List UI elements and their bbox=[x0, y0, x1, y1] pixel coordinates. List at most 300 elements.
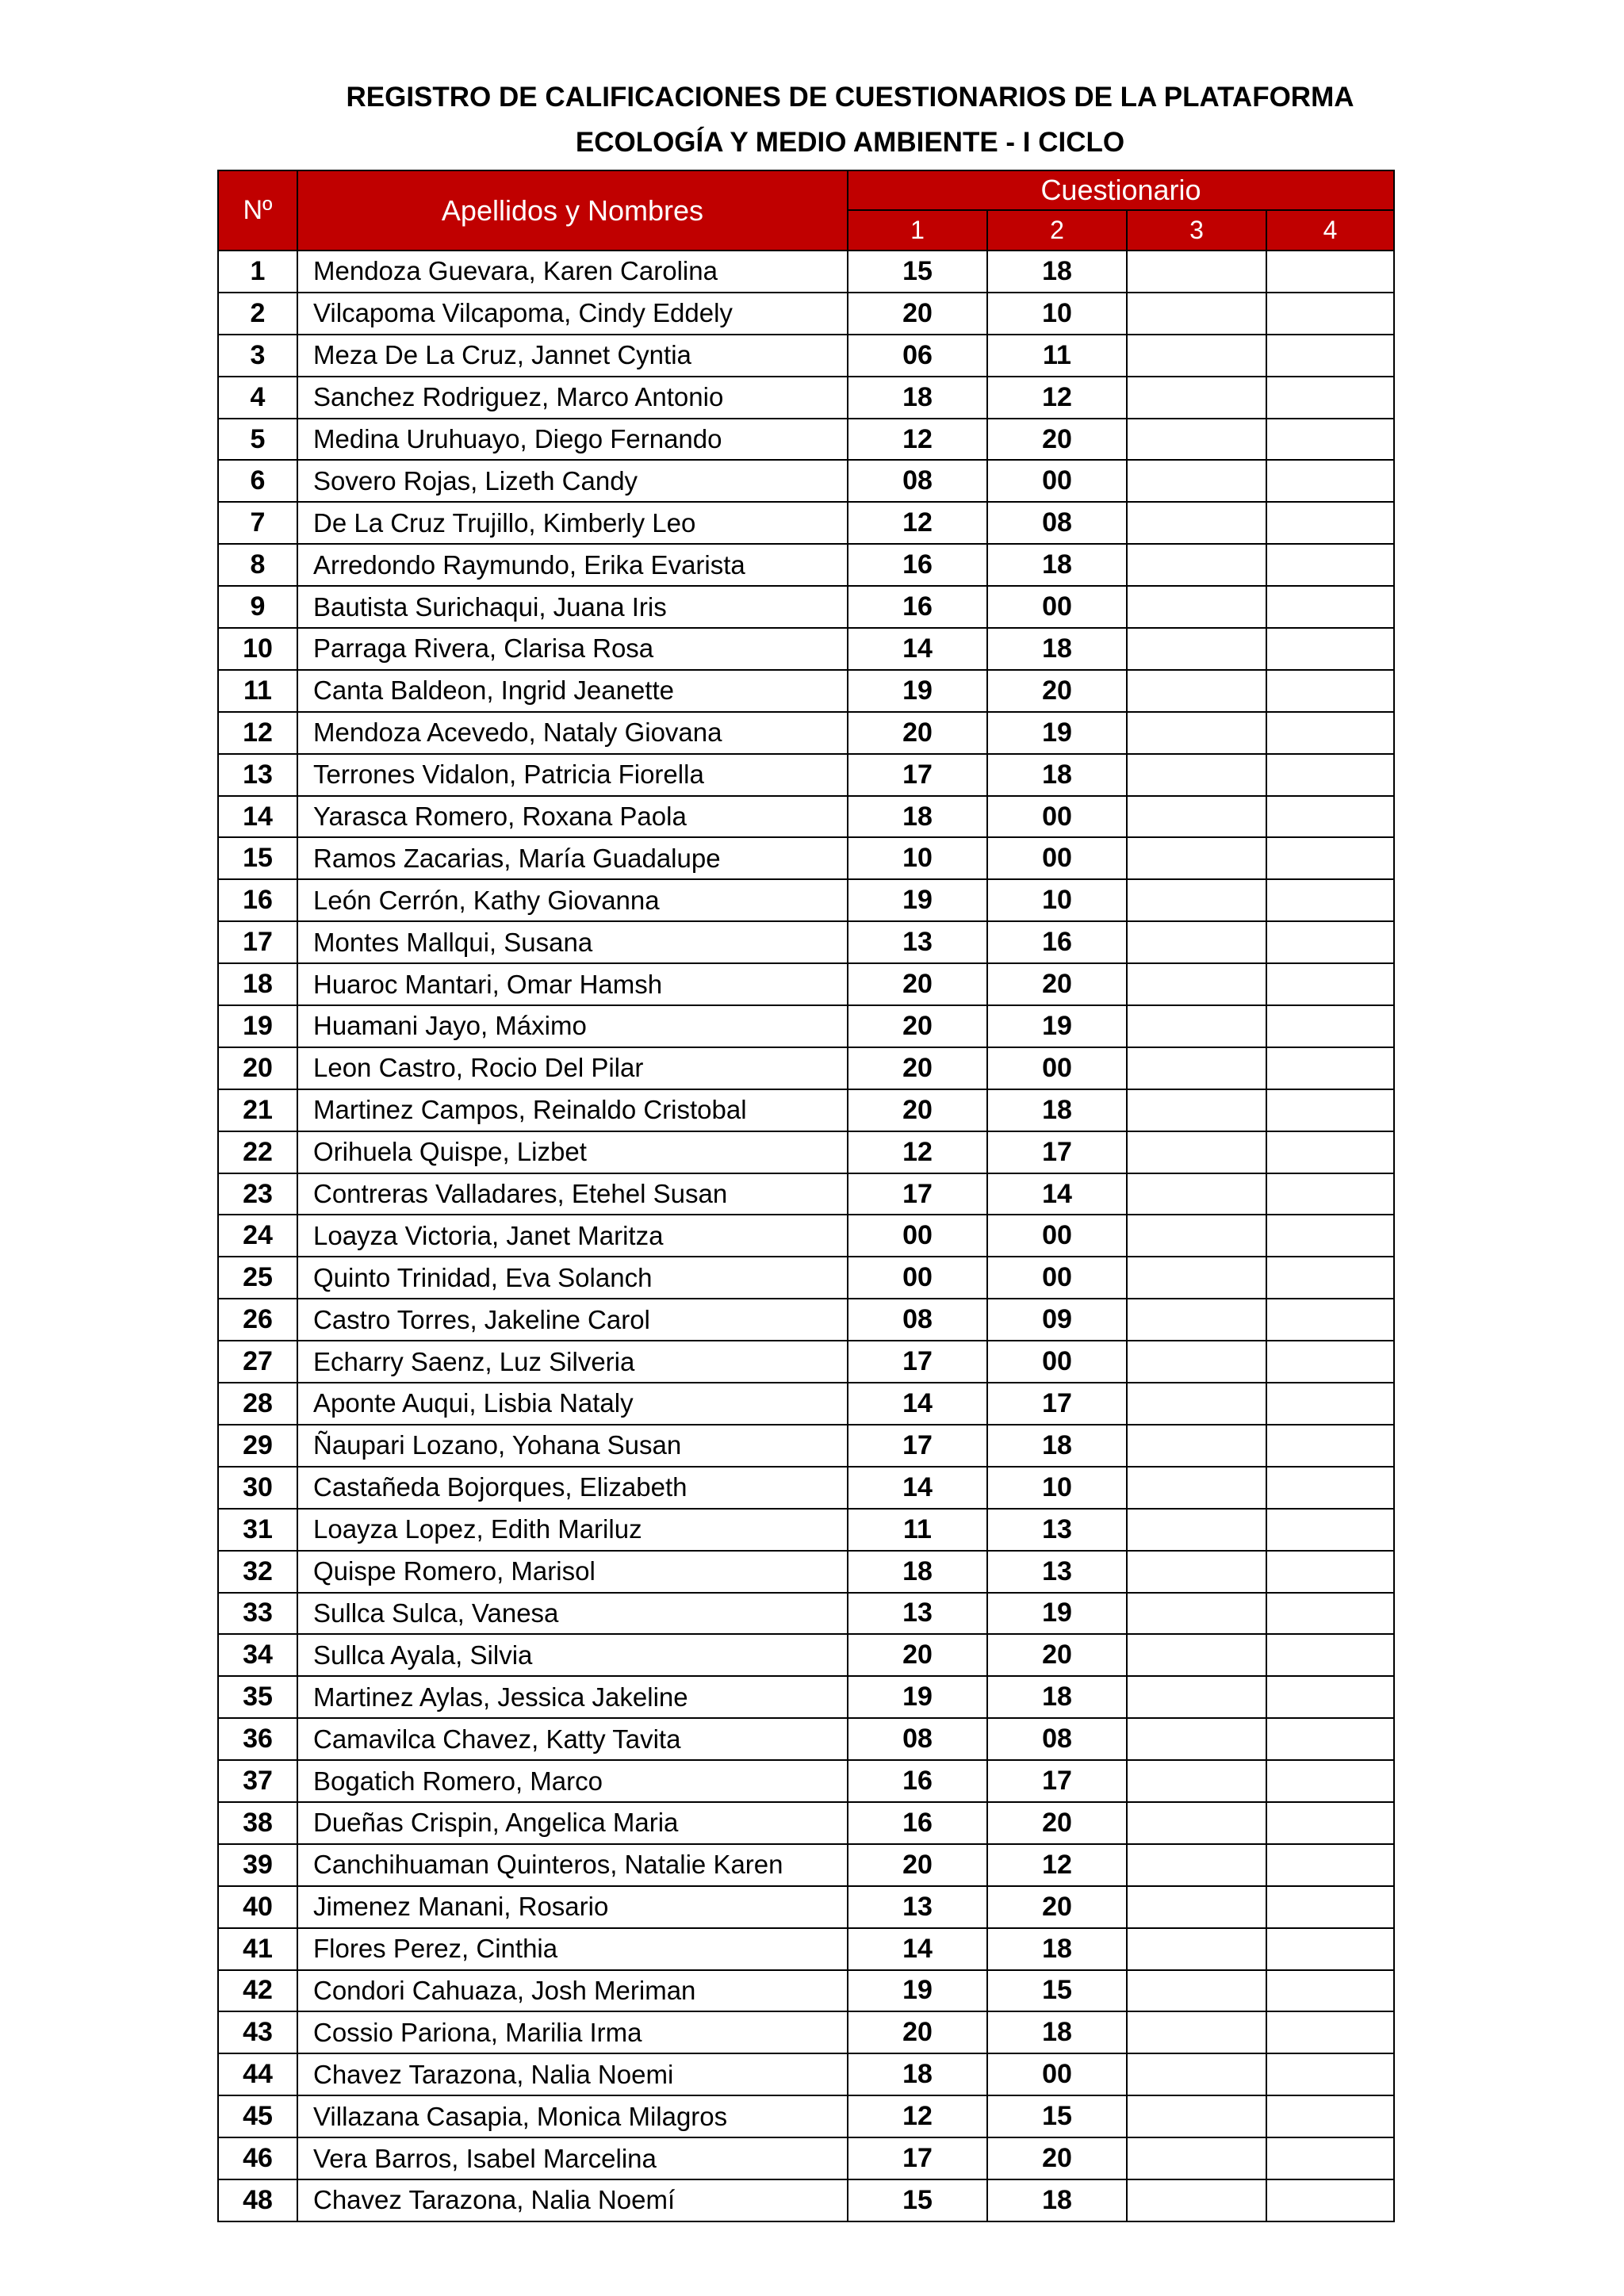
table-row bbox=[218, 2095, 1394, 2137]
column-header-q3: 3 bbox=[1127, 210, 1266, 251]
grade-q3-cell bbox=[1127, 1047, 1266, 1089]
row-number-cell: 14 bbox=[218, 796, 297, 838]
grade-q1-cell: 14 bbox=[848, 1928, 987, 1970]
grade-q4-cell bbox=[1266, 2137, 1394, 2179]
row-number-cell: 39 bbox=[218, 1844, 297, 1886]
grade-q1-cell: 12 bbox=[848, 1131, 987, 1173]
grade-q1-cell: 15 bbox=[848, 251, 987, 293]
grade-q1-cell: 06 bbox=[848, 335, 987, 377]
grade-q3-cell bbox=[1127, 2095, 1266, 2137]
student-name-cell: Montes Mallqui, Susana bbox=[297, 921, 848, 963]
row-number-cell: 24 bbox=[218, 1215, 297, 1257]
grade-q2-cell: 00 bbox=[987, 796, 1127, 838]
grade-q4-cell bbox=[1266, 670, 1394, 712]
grade-q2-cell: 18 bbox=[987, 628, 1127, 670]
column-header-q2: 2 bbox=[987, 210, 1127, 251]
grade-q3-cell bbox=[1127, 1173, 1266, 1215]
row-number-cell: 22 bbox=[218, 1131, 297, 1173]
student-name-cell: Loayza Lopez, Edith Mariluz bbox=[297, 1509, 848, 1551]
table-row bbox=[218, 1215, 1394, 1257]
student-name-cell: Arredondo Raymundo, Erika Evarista bbox=[297, 544, 848, 586]
table-row bbox=[218, 1593, 1394, 1635]
grade-q3-cell bbox=[1127, 502, 1266, 544]
grade-q2-cell: 00 bbox=[987, 460, 1127, 502]
grade-q3-cell bbox=[1127, 712, 1266, 754]
row-number-cell: 33 bbox=[218, 1593, 297, 1635]
grade-q4-cell bbox=[1266, 502, 1394, 544]
grade-q4-cell bbox=[1266, 1215, 1394, 1257]
grade-q4-cell bbox=[1266, 2053, 1394, 2095]
grade-q3-cell bbox=[1127, 754, 1266, 796]
grade-q1-cell: 20 bbox=[848, 2011, 987, 2053]
grade-q4-cell bbox=[1266, 1970, 1394, 2012]
grade-q1-cell: 00 bbox=[848, 1257, 987, 1299]
grade-q3-cell bbox=[1127, 1341, 1266, 1383]
grade-q1-cell: 20 bbox=[848, 1089, 987, 1131]
grade-q3-cell bbox=[1127, 1634, 1266, 1676]
table-row bbox=[218, 921, 1394, 963]
student-name-cell: Loayza Victoria, Janet Maritza bbox=[297, 1215, 848, 1257]
grade-q3-cell bbox=[1127, 963, 1266, 1005]
document-title-line-1: REGISTRO DE CALIFICACIONES DE CUESTIONARIOS DE LA PLATAFORMA bbox=[346, 82, 1354, 113]
grade-q1-cell: 20 bbox=[848, 1634, 987, 1676]
grade-q3-cell bbox=[1127, 1509, 1266, 1551]
grade-q3-cell bbox=[1127, 1844, 1266, 1886]
row-number-cell: 31 bbox=[218, 1509, 297, 1551]
row-number-cell: 27 bbox=[218, 1341, 297, 1383]
student-name-cell: Ñaupari Lozano, Yohana Susan bbox=[297, 1425, 848, 1467]
grade-q3-cell bbox=[1127, 837, 1266, 879]
grade-q4-cell bbox=[1266, 1089, 1394, 1131]
grade-q3-cell bbox=[1127, 2011, 1266, 2053]
student-name-cell: Bogatich Romero, Marco bbox=[297, 1760, 848, 1802]
student-name-cell: Martinez Campos, Reinaldo Cristobal bbox=[297, 1089, 848, 1131]
grade-q1-cell: 08 bbox=[848, 460, 987, 502]
student-name-cell: Canchihuaman Quinteros, Natalie Karen bbox=[297, 1844, 848, 1886]
grade-q2-cell: 18 bbox=[987, 2011, 1127, 2053]
table-row bbox=[218, 1634, 1394, 1676]
grade-q3-cell bbox=[1127, 544, 1266, 586]
student-name-cell: Camavilca Chavez, Katty Tavita bbox=[297, 1718, 848, 1760]
grade-q3-cell bbox=[1127, 2179, 1266, 2221]
row-number-cell: 2 bbox=[218, 293, 297, 335]
table-row bbox=[218, 251, 1394, 293]
grade-q3-cell bbox=[1127, 1257, 1266, 1299]
grade-q2-cell: 18 bbox=[987, 1928, 1127, 1970]
grade-q4-cell bbox=[1266, 1676, 1394, 1718]
row-number-cell: 26 bbox=[218, 1299, 297, 1341]
grade-q4-cell bbox=[1266, 628, 1394, 670]
grade-q1-cell: 18 bbox=[848, 796, 987, 838]
grade-q2-cell: 18 bbox=[987, 1676, 1127, 1718]
student-name-cell: Sullca Sulca, Vanesa bbox=[297, 1593, 848, 1635]
grade-q4-cell bbox=[1266, 1383, 1394, 1425]
student-name-cell: Cossio Pariona, Marilia Irma bbox=[297, 2011, 848, 2053]
student-name-cell: Canta Baldeon, Ingrid Jeanette bbox=[297, 670, 848, 712]
student-name-cell: Mendoza Acevedo, Nataly Giovana bbox=[297, 712, 848, 754]
table-row bbox=[218, 1970, 1394, 2012]
row-number-cell: 28 bbox=[218, 1383, 297, 1425]
student-name-cell: Echarry Saenz, Luz Silveria bbox=[297, 1341, 848, 1383]
grade-q2-cell: 00 bbox=[987, 586, 1127, 628]
grade-q2-cell: 00 bbox=[987, 1257, 1127, 1299]
student-name-cell: Contreras Valladares, Etehel Susan bbox=[297, 1173, 848, 1215]
grade-q1-cell: 13 bbox=[848, 1593, 987, 1635]
row-number-cell: 10 bbox=[218, 628, 297, 670]
table-row bbox=[218, 670, 1394, 712]
grade-q2-cell: 19 bbox=[987, 1005, 1127, 1047]
row-number-cell: 48 bbox=[218, 2179, 297, 2221]
row-number-cell: 45 bbox=[218, 2095, 297, 2137]
grade-q4-cell bbox=[1266, 460, 1394, 502]
grade-q2-cell: 13 bbox=[987, 1551, 1127, 1593]
student-name-cell: Flores Perez, Cinthia bbox=[297, 1928, 848, 1970]
table-row bbox=[218, 1844, 1394, 1886]
grade-q4-cell bbox=[1266, 1634, 1394, 1676]
grade-q1-cell: 13 bbox=[848, 921, 987, 963]
table-row bbox=[218, 544, 1394, 586]
row-number-cell: 4 bbox=[218, 377, 297, 419]
grade-q3-cell bbox=[1127, 670, 1266, 712]
grade-q4-cell bbox=[1266, 2011, 1394, 2053]
grade-q2-cell: 18 bbox=[987, 1425, 1127, 1467]
grade-q2-cell: 20 bbox=[987, 1802, 1127, 1844]
grade-q4-cell bbox=[1266, 419, 1394, 461]
grade-q3-cell bbox=[1127, 2053, 1266, 2095]
grade-q4-cell bbox=[1266, 2179, 1394, 2221]
row-number-cell: 21 bbox=[218, 1089, 297, 1131]
grade-q1-cell: 20 bbox=[848, 963, 987, 1005]
grade-q3-cell bbox=[1127, 1383, 1266, 1425]
grade-q3-cell bbox=[1127, 1970, 1266, 2012]
student-name-cell: Castañeda Bojorques, Elizabeth bbox=[297, 1467, 848, 1509]
grade-q1-cell: 17 bbox=[848, 1341, 987, 1383]
grade-q1-cell: 16 bbox=[848, 1760, 987, 1802]
grade-q1-cell: 14 bbox=[848, 1467, 987, 1509]
student-name-cell: León Cerrón, Kathy Giovanna bbox=[297, 879, 848, 921]
grade-q4-cell bbox=[1266, 1173, 1394, 1215]
row-number-cell: 12 bbox=[218, 712, 297, 754]
row-number-cell: 35 bbox=[218, 1676, 297, 1718]
row-number-cell: 20 bbox=[218, 1047, 297, 1089]
grade-q3-cell bbox=[1127, 1089, 1266, 1131]
grade-q1-cell: 20 bbox=[848, 1005, 987, 1047]
grade-q3-cell bbox=[1127, 628, 1266, 670]
student-name-cell: Quispe Romero, Marisol bbox=[297, 1551, 848, 1593]
grade-q1-cell: 11 bbox=[848, 1509, 987, 1551]
row-number-cell: 40 bbox=[218, 1886, 297, 1928]
student-name-cell: Huamani Jayo, Máximo bbox=[297, 1005, 848, 1047]
grade-q3-cell bbox=[1127, 1131, 1266, 1173]
grade-q3-cell bbox=[1127, 586, 1266, 628]
grade-q1-cell: 14 bbox=[848, 628, 987, 670]
grade-q1-cell: 17 bbox=[848, 1425, 987, 1467]
column-group-header-cuestionario: Cuestionario bbox=[848, 170, 1394, 210]
grade-q1-cell: 19 bbox=[848, 1676, 987, 1718]
row-number-cell: 41 bbox=[218, 1928, 297, 1970]
student-name-cell: Aponte Auqui, Lisbia Nataly bbox=[297, 1383, 848, 1425]
table-row bbox=[218, 1760, 1394, 1802]
table-row bbox=[218, 460, 1394, 502]
grade-q4-cell bbox=[1266, 1886, 1394, 1928]
grade-q3-cell bbox=[1127, 1760, 1266, 1802]
table-row bbox=[218, 963, 1394, 1005]
column-header-q4: 4 bbox=[1266, 210, 1394, 251]
table-row bbox=[218, 1886, 1394, 1928]
student-name-cell: Mendoza Guevara, Karen Carolina bbox=[297, 251, 848, 293]
row-number-cell: 25 bbox=[218, 1257, 297, 1299]
student-name-cell: Leon Castro, Rocio Del Pilar bbox=[297, 1047, 848, 1089]
grade-q2-cell: 20 bbox=[987, 1886, 1127, 1928]
grade-q4-cell bbox=[1266, 963, 1394, 1005]
grade-q1-cell: 17 bbox=[848, 1173, 987, 1215]
grade-q2-cell: 18 bbox=[987, 2179, 1127, 2221]
row-number-cell: 5 bbox=[218, 419, 297, 461]
table-row bbox=[218, 1718, 1394, 1760]
row-number-cell: 17 bbox=[218, 921, 297, 963]
grade-q2-cell: 15 bbox=[987, 2095, 1127, 2137]
grade-q4-cell bbox=[1266, 544, 1394, 586]
row-number-cell: 29 bbox=[218, 1425, 297, 1467]
grade-q2-cell: 13 bbox=[987, 1509, 1127, 1551]
student-name-cell: Condori Cahuaza, Josh Meriman bbox=[297, 1970, 848, 2012]
grade-q4-cell bbox=[1266, 879, 1394, 921]
grade-q3-cell bbox=[1127, 1425, 1266, 1467]
row-number-cell: 13 bbox=[218, 754, 297, 796]
table-row bbox=[218, 293, 1394, 335]
student-name-cell: Terrones Vidalon, Patricia Fiorella bbox=[297, 754, 848, 796]
table-row bbox=[218, 712, 1394, 754]
grade-q3-cell bbox=[1127, 1718, 1266, 1760]
row-number-cell: 6 bbox=[218, 460, 297, 502]
table-row bbox=[218, 335, 1394, 377]
grade-q2-cell: 08 bbox=[987, 502, 1127, 544]
row-number-cell: 44 bbox=[218, 2053, 297, 2095]
row-number-cell: 30 bbox=[218, 1467, 297, 1509]
grade-q2-cell: 14 bbox=[987, 1173, 1127, 1215]
student-name-cell: Ramos Zacarias, María Guadalupe bbox=[297, 837, 848, 879]
grade-q2-cell: 20 bbox=[987, 1634, 1127, 1676]
grade-q2-cell: 20 bbox=[987, 963, 1127, 1005]
grade-q1-cell: 18 bbox=[848, 2053, 987, 2095]
column-header-number: Nº bbox=[218, 170, 297, 251]
grade-q1-cell: 16 bbox=[848, 1802, 987, 1844]
grade-q2-cell: 20 bbox=[987, 419, 1127, 461]
grade-q2-cell: 12 bbox=[987, 1844, 1127, 1886]
student-name-cell: Dueñas Crispin, Angelica Maria bbox=[297, 1802, 848, 1844]
table-row bbox=[218, 377, 1394, 419]
student-name-cell: Yarasca Romero, Roxana Paola bbox=[297, 796, 848, 838]
grade-q2-cell: 09 bbox=[987, 1299, 1127, 1341]
student-name-cell: Meza De La Cruz, Jannet Cyntia bbox=[297, 335, 848, 377]
grade-q4-cell bbox=[1266, 335, 1394, 377]
document-title-line-2: ECOLOGÍA Y MEDIO AMBIENTE - I CICLO bbox=[575, 127, 1125, 158]
table-row bbox=[218, 1425, 1394, 1467]
student-name-cell: Chavez Tarazona, Nalia Noemi bbox=[297, 2053, 848, 2095]
row-number-cell: 1 bbox=[218, 251, 297, 293]
student-name-cell: Orihuela Quispe, Lizbet bbox=[297, 1131, 848, 1173]
table-row bbox=[218, 502, 1394, 544]
student-name-cell: Sovero Rojas, Lizeth Candy bbox=[297, 460, 848, 502]
row-number-cell: 42 bbox=[218, 1970, 297, 2012]
grade-q3-cell bbox=[1127, 1928, 1266, 1970]
grade-q1-cell: 12 bbox=[848, 502, 987, 544]
row-number-cell: 38 bbox=[218, 1802, 297, 1844]
grade-q4-cell bbox=[1266, 1844, 1394, 1886]
grade-q2-cell: 16 bbox=[987, 921, 1127, 963]
table-row bbox=[218, 1047, 1394, 1089]
grade-q2-cell: 10 bbox=[987, 879, 1127, 921]
table-row bbox=[218, 1299, 1394, 1341]
grade-q3-cell bbox=[1127, 1676, 1266, 1718]
grade-q3-cell bbox=[1127, 1467, 1266, 1509]
table-row bbox=[218, 1928, 1394, 1970]
table-row bbox=[218, 1676, 1394, 1718]
table-row bbox=[218, 879, 1394, 921]
table-row bbox=[218, 1467, 1394, 1509]
grade-q1-cell: 08 bbox=[848, 1299, 987, 1341]
grade-q2-cell: 11 bbox=[987, 335, 1127, 377]
grade-q4-cell bbox=[1266, 1131, 1394, 1173]
grade-q3-cell bbox=[1127, 1005, 1266, 1047]
grade-q2-cell: 18 bbox=[987, 251, 1127, 293]
column-header-q1: 1 bbox=[848, 210, 987, 251]
grade-q4-cell bbox=[1266, 1299, 1394, 1341]
grade-q2-cell: 00 bbox=[987, 1047, 1127, 1089]
student-name-cell: Sanchez Rodriguez, Marco Antonio bbox=[297, 377, 848, 419]
grade-q1-cell: 20 bbox=[848, 712, 987, 754]
table-row bbox=[218, 2011, 1394, 2053]
table-row bbox=[218, 1257, 1394, 1299]
grade-q3-cell bbox=[1127, 796, 1266, 838]
student-name-cell: Jimenez Manani, Rosario bbox=[297, 1886, 848, 1928]
grade-q4-cell bbox=[1266, 1718, 1394, 1760]
row-number-cell: 8 bbox=[218, 544, 297, 586]
table-row bbox=[218, 419, 1394, 461]
grade-q3-cell bbox=[1127, 1886, 1266, 1928]
grade-q4-cell bbox=[1266, 1257, 1394, 1299]
grade-q2-cell: 00 bbox=[987, 837, 1127, 879]
grade-q3-cell bbox=[1127, 1802, 1266, 1844]
row-number-cell: 23 bbox=[218, 1173, 297, 1215]
grade-q1-cell: 19 bbox=[848, 670, 987, 712]
grade-q3-cell bbox=[1127, 921, 1266, 963]
student-name-cell: Medina Uruhuayo, Diego Fernando bbox=[297, 419, 848, 461]
grade-q3-cell bbox=[1127, 460, 1266, 502]
grade-q3-cell bbox=[1127, 1593, 1266, 1635]
grade-q4-cell bbox=[1266, 1551, 1394, 1593]
row-number-cell: 36 bbox=[218, 1718, 297, 1760]
student-name-cell: Villazana Casapia, Monica Milagros bbox=[297, 2095, 848, 2137]
grade-q3-cell bbox=[1127, 2137, 1266, 2179]
row-number-cell: 43 bbox=[218, 2011, 297, 2053]
grade-q3-cell bbox=[1127, 419, 1266, 461]
grade-q1-cell: 17 bbox=[848, 754, 987, 796]
student-name-cell: Martinez Aylas, Jessica Jakeline bbox=[297, 1676, 848, 1718]
table-row bbox=[218, 1509, 1394, 1551]
table-row bbox=[218, 2179, 1394, 2221]
grade-q3-cell bbox=[1127, 1551, 1266, 1593]
table-row bbox=[218, 1131, 1394, 1173]
grade-q4-cell bbox=[1266, 837, 1394, 879]
grade-q1-cell: 20 bbox=[848, 293, 987, 335]
student-name-cell: Bautista Surichaqui, Juana Iris bbox=[297, 586, 848, 628]
grade-q1-cell: 16 bbox=[848, 586, 987, 628]
table-row bbox=[218, 586, 1394, 628]
grade-q4-cell bbox=[1266, 586, 1394, 628]
grade-q2-cell: 17 bbox=[987, 1383, 1127, 1425]
grade-q2-cell: 12 bbox=[987, 377, 1127, 419]
grade-q2-cell: 19 bbox=[987, 712, 1127, 754]
row-number-cell: 19 bbox=[218, 1005, 297, 1047]
grade-q3-cell bbox=[1127, 1215, 1266, 1257]
grade-q4-cell bbox=[1266, 2095, 1394, 2137]
grade-q3-cell bbox=[1127, 251, 1266, 293]
grade-q3-cell bbox=[1127, 879, 1266, 921]
grade-q4-cell bbox=[1266, 377, 1394, 419]
grade-q4-cell bbox=[1266, 1928, 1394, 1970]
grades-table bbox=[217, 170, 1395, 2222]
grade-q1-cell: 17 bbox=[848, 2137, 987, 2179]
grade-q2-cell: 17 bbox=[987, 1760, 1127, 1802]
grade-q4-cell bbox=[1266, 1467, 1394, 1509]
row-number-cell: 11 bbox=[218, 670, 297, 712]
grade-q3-cell bbox=[1127, 1299, 1266, 1341]
grade-q1-cell: 16 bbox=[848, 544, 987, 586]
student-name-cell: Quinto Trinidad, Eva Solanch bbox=[297, 1257, 848, 1299]
grade-q4-cell bbox=[1266, 1593, 1394, 1635]
grade-q4-cell bbox=[1266, 712, 1394, 754]
grade-q1-cell: 18 bbox=[848, 1551, 987, 1593]
grade-q1-cell: 19 bbox=[848, 879, 987, 921]
grade-q4-cell bbox=[1266, 293, 1394, 335]
grade-q1-cell: 20 bbox=[848, 1844, 987, 1886]
row-number-cell: 7 bbox=[218, 502, 297, 544]
grade-q2-cell: 17 bbox=[987, 1131, 1127, 1173]
table-row bbox=[218, 628, 1394, 670]
grade-q1-cell: 12 bbox=[848, 2095, 987, 2137]
grade-q4-cell bbox=[1266, 1425, 1394, 1467]
table-header bbox=[218, 170, 1394, 251]
column-header-name: Apellidos y Nombres bbox=[297, 170, 848, 251]
student-name-cell: Huaroc Mantari, Omar Hamsh bbox=[297, 963, 848, 1005]
grade-q2-cell: 20 bbox=[987, 670, 1127, 712]
grade-q2-cell: 00 bbox=[987, 1215, 1127, 1257]
grade-q1-cell: 10 bbox=[848, 837, 987, 879]
grade-q3-cell bbox=[1127, 377, 1266, 419]
table-row bbox=[218, 1551, 1394, 1593]
grade-q2-cell: 15 bbox=[987, 1970, 1127, 2012]
grade-q3-cell bbox=[1127, 335, 1266, 377]
grade-q1-cell: 18 bbox=[848, 377, 987, 419]
row-number-cell: 37 bbox=[218, 1760, 297, 1802]
grade-q4-cell bbox=[1266, 1047, 1394, 1089]
table-row bbox=[218, 754, 1394, 796]
grade-q2-cell: 18 bbox=[987, 754, 1127, 796]
grade-q1-cell: 20 bbox=[848, 1047, 987, 1089]
grade-q2-cell: 18 bbox=[987, 544, 1127, 586]
grade-q3-cell bbox=[1127, 293, 1266, 335]
grade-q4-cell bbox=[1266, 1341, 1394, 1383]
grade-q2-cell: 10 bbox=[987, 293, 1127, 335]
grade-q2-cell: 00 bbox=[987, 2053, 1127, 2095]
table-row bbox=[218, 1341, 1394, 1383]
grade-q4-cell bbox=[1266, 796, 1394, 838]
student-name-cell: Sullca Ayala, Silvia bbox=[297, 1634, 848, 1676]
grade-q2-cell: 00 bbox=[987, 1341, 1127, 1383]
student-name-cell: Vera Barros, Isabel Marcelina bbox=[297, 2137, 848, 2179]
row-number-cell: 34 bbox=[218, 1634, 297, 1676]
